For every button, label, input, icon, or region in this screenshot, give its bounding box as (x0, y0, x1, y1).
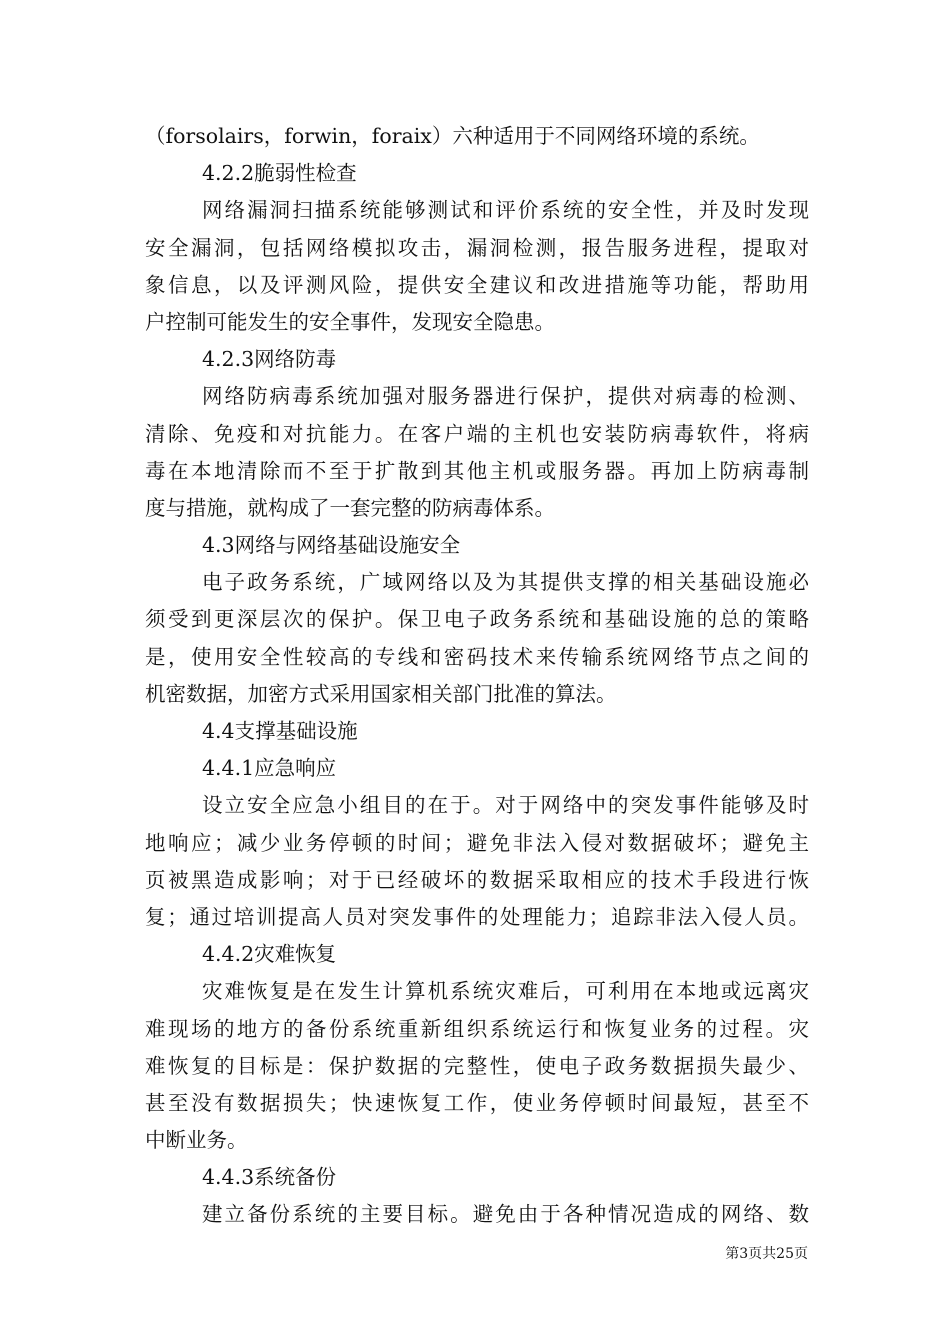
text-line: 度与措施，就构成了一套完整的防病毒体系。 (145, 495, 555, 520)
text-line: 电子政务系统，广域网络以及为其提供支撑的相关基础设施必 (202, 570, 809, 595)
text-line: 4.4.2灾难恢复 (202, 942, 337, 967)
text-line: 4.4.3系统备份 (202, 1165, 337, 1190)
text-line: 设立安全应急小组目的在于。对于网络中的突发事件能够及时 (202, 793, 809, 818)
text-line: 4.3网络与网络基础设施安全 (202, 533, 461, 558)
text-line: 清除、免疫和对抗能力。在客户端的主机也安装防病毒软件，将病 (145, 421, 809, 446)
document-body (145, 118, 809, 1234)
text-line: 户控制可能发生的安全事件，发现安全隐患。 (145, 309, 555, 334)
text-line: 难恢复的目标是：保护数据的完整性，使电子政务数据损失最少、 (145, 1053, 809, 1078)
text-line: 4.2.2脆弱性检查 (202, 161, 357, 186)
text-line: 中断业务。 (145, 1128, 248, 1153)
text-line: 地响应；减少业务停顿的时间；避免非法入侵对数据破坏；避免主 (145, 830, 809, 855)
text-line: 须受到更深层次的保护。保卫电子政务系统和基础设施的总的策略 (145, 607, 809, 632)
text-line: （forsolairs，forwin，foraix）六种适用于不同网络环境的系统。 (145, 124, 760, 148)
text-line: 是，使用安全性较高的专线和密码技术来传输系统网络节点之间的 (145, 644, 809, 669)
text-line: 难现场的地方的备份系统重新组织系统运行和恢复业务的过程。灾 (145, 1016, 809, 1041)
text-line: 4.4支撑基础设施 (202, 719, 358, 743)
text-line: 毒在本地清除而不至于扩散到其他主机或服务器。再加上防病毒制 (145, 458, 809, 483)
text-line: 安全漏洞，包括网络模拟攻击，漏洞检测，报告服务进程，提取对 (145, 235, 809, 260)
text-line: 复；通过培训提高人员对突发事件的处理能力；追踪非法入侵人员。 (145, 904, 809, 929)
text-line: 甚至没有数据损失；快速恢复工作，使业务停顿时间最短，甚至不 (145, 1090, 809, 1115)
page-number: 第3页共25页 (725, 1246, 808, 1262)
text-line: 4.4.1应急响应 (202, 756, 337, 781)
text-line: 网络防病毒系统加强对服务器进行保护，提供对病毒的检测、 (202, 384, 809, 409)
text-line: 机密数据，加密方式采用国家相关部门批准的算法。 (145, 681, 617, 706)
text-line: 灾难恢复是在发生计算机系统灾难后，可利用在本地或远离灾 (202, 979, 809, 1004)
text-line: 网络漏洞扫描系统能够测试和评价系统的安全性，并及时发现 (202, 198, 809, 223)
text-line: 4.2.3网络防毒 (202, 347, 337, 372)
text-line: 建立备份系统的主要目标。避免由于各种情况造成的网络、数 (202, 1202, 809, 1227)
text-line: 页被黑造成影响；对于已经破坏的数据采取相应的技术手段进行恢 (145, 867, 809, 892)
text-line: 象信息，以及评测风险，提供安全建议和改进措施等功能，帮助用 (145, 272, 809, 297)
